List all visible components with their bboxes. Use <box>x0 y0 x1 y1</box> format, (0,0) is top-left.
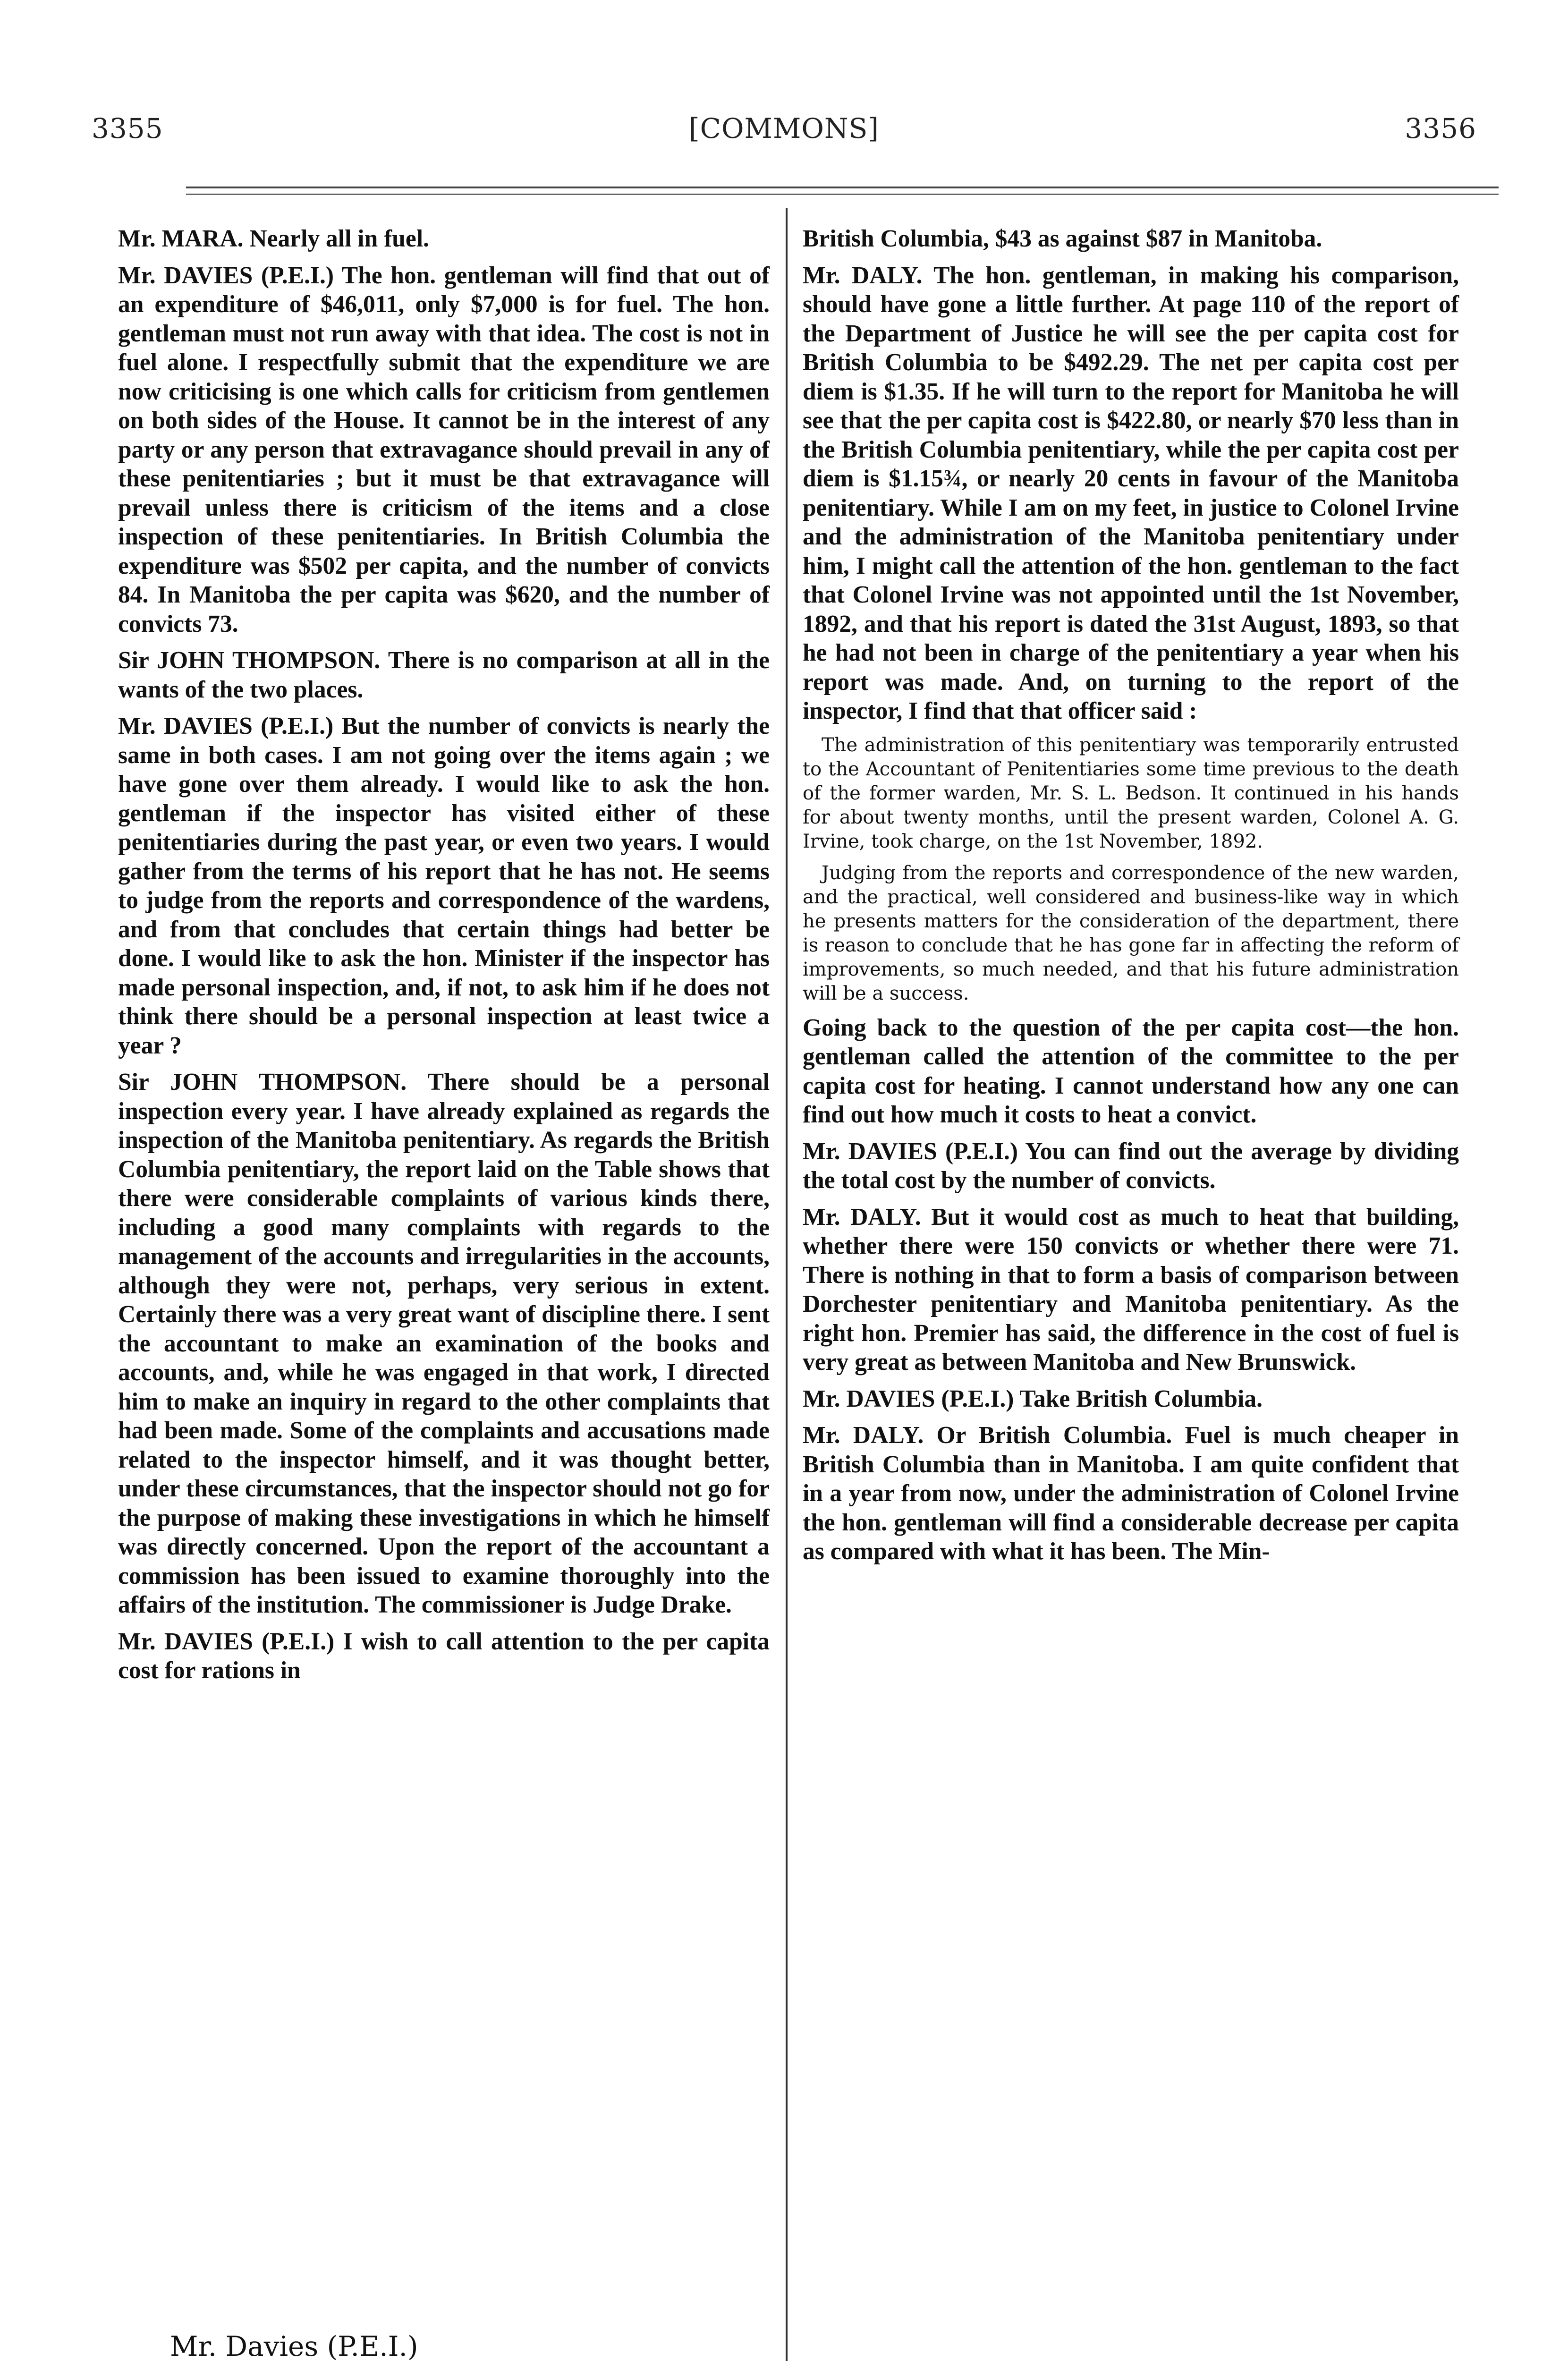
speech-text: But the number of convicts is nearly the same in both cases. I am not going over the items again ; we have gone over them already. I would like to ask the hon. gentleman if the inspector has visited either of these penitentiaries during the past year, or even two years. I would gather from the terms of his report that he has not. He seems to judge from the reports and correspondence of the wardens, and from that concludes that certain things had better be done. I would like to ask the hon. Minister if the inspector has made personal inspection, and, if not, to ask him if he does not think there should be a personal inspection at least twice a year ? <box>118 713 770 1059</box>
quoted-report-paragraph: The administration of this penitentiary was temporarily entrusted to the Accountant of Penitentiaries some time previous to the death of the former warden, Mr. S. L. Bedson. It continued in his hands for about twenty months, until the present warden, Colonel A. G. Irvine, took charge, on the 1st November, 1892. <box>803 734 1459 852</box>
header-rule-secondary <box>186 194 1499 195</box>
speaker-name: Mr. DAVIES (P.E.I.) <box>803 1385 1014 1412</box>
paragraph <box>118 261 770 639</box>
speech-text: The hon. gentleman will find that out of an expenditure of $46,011, only $7,000 is for fuel. The hon. gentleman must not run away with that idea. The cost is not in fuel alone. I respectfully submit that the expenditure we are now criticising is one which calls for criticism from gentlemen on both sides of the House. It cannot be in the interest of any party or any person that extravagance should prevail in any of these penitentiaries ; but it must be that extravagance will prevail unless there is criticism of the items and a close inspection of these penitentiaries. In British Columbia the expenditure was $502 per capita, and the number of convicts 84. In Manitoba the per capita was $620, and the number of convicts 73. <box>118 262 770 637</box>
speech-text: But it would cost as much to heat that building, whether there were 150 convicts or whether there were 71. There is nothing in that to form a basis of comparison between Dorchester penitentiary and Manitoba penitentiary. As the right hon. Premier has said, the difference in the cost of fuel is very great as between Manitoba and New Brunswick. <box>803 1203 1459 1376</box>
paragraph <box>118 712 770 1060</box>
speech-text: I wish to call attention to the per capita cost for rations in <box>118 1628 770 1684</box>
speech-text: Or British Columbia. Fuel is much cheaper in British Columbia than in Manitoba. I am quite confident that in a year from now, under the administration of Colonel Irvine the hon. gentleman will find a considerable decrease per capita as compared with what it has been. The Min- <box>803 1422 1459 1565</box>
right-page-number: 3356 <box>1405 112 1476 144</box>
speech-text: Nearly all in fuel. <box>249 225 429 252</box>
quoted-report-paragraph: Judging from the reports and correspondence of the new warden, and the practical, well considered and business-like way in which he presents matters for the consideration of the department, there is reason to conclude that he has gone far in affecting the reform of improvements, so much needed, and that his future administration will be a success. <box>803 862 1459 1004</box>
speech-text: You can find out the average by dividing the total cost by the number of convicts. <box>803 1138 1459 1194</box>
running-footer: Mr. Davies (P.E.I.) <box>170 2330 418 2361</box>
speaker-name: Mr. DAVIES (P.E.I.) <box>118 713 334 739</box>
speaker-name: Mr. DALY. <box>803 262 923 289</box>
left-column <box>118 224 770 1693</box>
paragraph <box>118 646 770 704</box>
speech-text: The hon. gentleman, in making his comparison, should have gone a little further. At page 110 of the report of the Department of Justice he will see the per capita cost for British Columbia to be $492.29. The net per capita cost per diem is $1.35. If he will turn to the report for Manitoba he will see that the per capita cost is $422.80, or nearly $70 less than in the British Columbia penitentiary, while the per capita cost per diem is $1.15¾, or nearly 20 cents in favour of the Manitoba penitentiary. While I am on my feet, in justice to Colonel Irvine and the administration of the Manitoba penitentiary under him, I might call the attention of the hon. gentleman to the fact that Colonel Irvine was not appointed until the 1st November, 1892, and that his report is dated the 31st August, 1893, so that he had not been in charge of the penitentiary a year when his report was made. And, on turning to the report of the inspector, I find that that officer said : <box>803 262 1459 724</box>
paragraph <box>118 1627 770 1685</box>
speaker-name: Mr. DAVIES (P.E.I.) <box>118 1628 335 1655</box>
speaker-name: Mr. DAVIES (P.E.I.) <box>118 262 334 289</box>
speaker-name: Mr. MARA. <box>118 225 244 252</box>
speech-text: British Columbia, $43 as against $87 in Manitoba. <box>803 225 1322 252</box>
speech-text: There is no comparison at all in the wants of the two places. <box>118 647 770 703</box>
column-divider <box>786 208 788 2361</box>
right-column <box>803 224 1459 1574</box>
left-page-number: 3355 <box>92 112 163 144</box>
speaker-name: Mr. DALY. <box>803 1203 921 1231</box>
paragraph <box>803 261 1459 726</box>
speaker-name: Sir JOHN THOMPSON. <box>118 1069 407 1096</box>
paragraph <box>803 224 1459 254</box>
speaker-name: Sir JOHN THOMPSON. <box>118 647 381 674</box>
header-rule <box>186 187 1499 188</box>
speaker-name: Mr. DALY. <box>803 1422 924 1449</box>
paragraph <box>118 224 770 254</box>
paragraph <box>118 1068 770 1620</box>
paragraph <box>803 1384 1459 1414</box>
speech-text: Going back to the question of the per capita cost—the hon. gentleman called the attention of the committee to the per capita cost for heating. I cannot understand how any one can find out how much it costs to heat a convict. <box>803 1014 1459 1128</box>
page-title: [COMMONS] <box>689 112 879 144</box>
speaker-name: Mr. DAVIES (P.E.I.) <box>803 1138 1018 1165</box>
speech-text: Take British Columbia. <box>1019 1385 1263 1412</box>
paragraph <box>803 1203 1459 1377</box>
speech-text: There should be a personal inspection every year. I have already explained as regards the inspection of the Manitoba penitentiary. As regards the British Columbia penitentiary, the report laid on the Table shows that there were considerable complaints of various kinds there, including a good many complaints with regards to the management of the accounts and irregularities in the accounts, although they were not, perhaps, very serious in extent. Certainly there was a very great want of discipline there. I sent the accountant to make an examination of the books and accounts, and, while he was engaged in that work, I directed him to make an inquiry in regard to the other complaints that had been made. Some of the complaints and accusations made related to the inspector himself, and it was thought better, under these circumstances, that the inspector should not go for the purpose of making these investigations in which he himself was directly concerned. Upon the report of the accountant a commission has been issued to examine thoroughly into the affairs of the institution. The commissioner is Judge Drake. <box>118 1069 770 1618</box>
paragraph <box>803 1013 1459 1130</box>
paragraph <box>803 1421 1459 1566</box>
paragraph <box>803 1137 1459 1195</box>
